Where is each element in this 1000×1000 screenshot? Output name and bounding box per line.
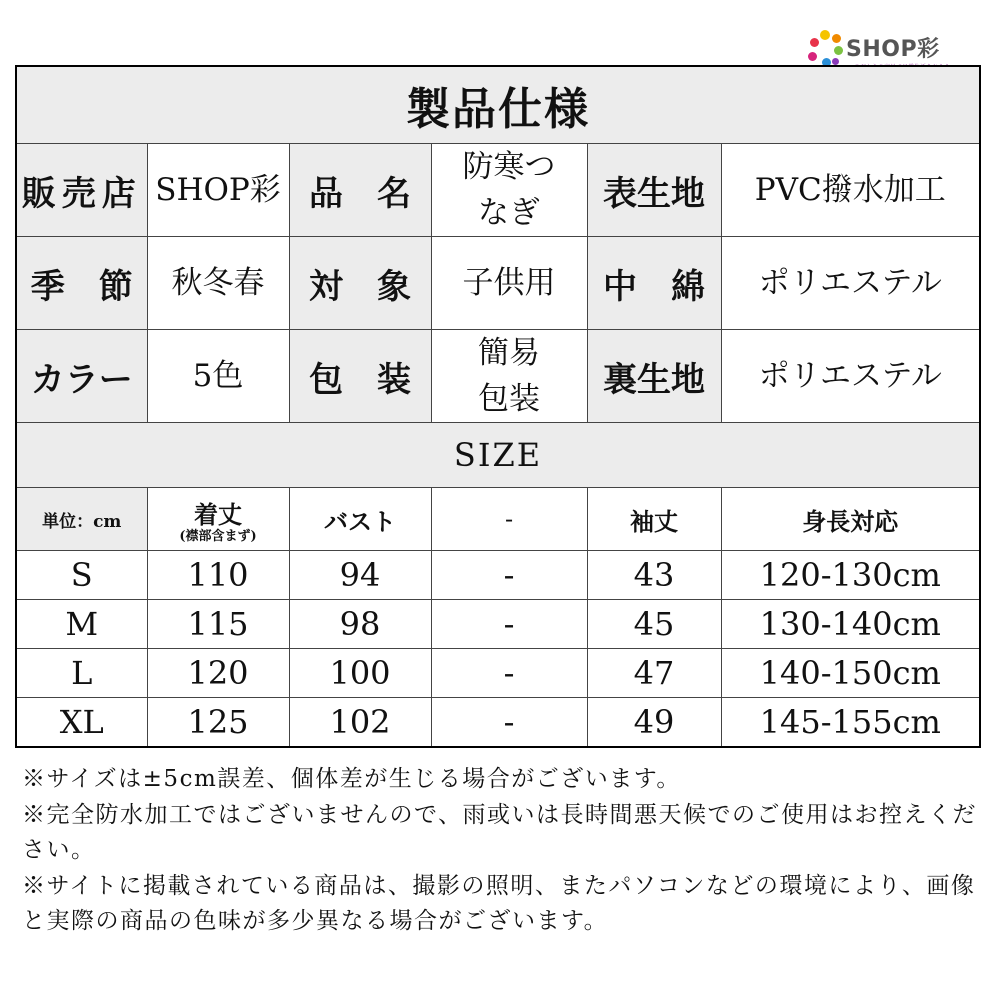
length-value: 115	[147, 600, 289, 649]
page-title: 製品仕様	[16, 66, 980, 144]
size-label: S	[16, 551, 147, 600]
blank-value: -	[431, 551, 587, 600]
note-item: ※完全防水加工ではございませんので、雨或いは長時間悪天候でのご使用はお控えください。	[22, 801, 978, 863]
spec-value: ポリエステル	[721, 330, 980, 423]
length-value: 110	[147, 551, 289, 600]
sleeve-value: 49	[587, 698, 721, 748]
size-row	[16, 649, 980, 698]
spec-row	[16, 237, 980, 330]
length-header	[147, 488, 289, 551]
height-value: 145-155cm	[721, 698, 980, 748]
size-row	[16, 698, 980, 748]
spec-value: 子供用	[431, 237, 587, 330]
size-row	[16, 600, 980, 649]
spec-label: カラー	[16, 330, 147, 423]
unit-label: 単位：cm	[16, 488, 147, 551]
sleeve-value: 47	[587, 649, 721, 698]
spec-label: 季 節	[16, 237, 147, 330]
size-label: XL	[16, 698, 147, 748]
spec-label: 販売店	[16, 144, 147, 237]
note-item: ※サイズは±5cm誤差、個体差が生じる場合がございます。	[22, 766, 681, 792]
blank-value: -	[431, 600, 587, 649]
length-value: 125	[147, 698, 289, 748]
spec-table	[15, 65, 981, 748]
size-label: L	[16, 649, 147, 698]
size-section-title: SIZE	[16, 423, 980, 488]
spec-value: 秋冬春	[147, 237, 289, 330]
bust-value: 102	[289, 698, 431, 748]
length-header-label: 着丈	[194, 499, 242, 529]
spec-row	[16, 330, 980, 423]
spec-label: 裏生地	[587, 330, 721, 423]
bust-header: バスト	[289, 488, 431, 551]
spec-value: 5色	[147, 330, 289, 423]
height-value: 140-150cm	[721, 649, 980, 698]
logo-text: SHOP彩	[846, 37, 940, 62]
length-value: 120	[147, 649, 289, 698]
spec-label: 品 名	[289, 144, 431, 237]
spec-value: 防寒つなぎ	[431, 144, 587, 237]
spec-value: PVC撥水加工	[721, 144, 980, 237]
sleeve-value: 45	[587, 600, 721, 649]
sleeve-header: 袖丈	[587, 488, 721, 551]
spec-value: ポリエステル	[721, 237, 980, 330]
sleeve-value: 43	[587, 551, 721, 600]
size-header-row	[16, 488, 980, 551]
spec-value: 簡易包装	[431, 330, 587, 423]
spec-label: 表生地	[587, 144, 721, 237]
size-label: M	[16, 600, 147, 649]
spec-row	[16, 144, 980, 237]
blank-header: -	[431, 488, 587, 551]
notes	[22, 762, 982, 940]
bust-value: 98	[289, 600, 431, 649]
spec-label: 中 綿	[587, 237, 721, 330]
note-item: ※サイトに掲載されている商品は、撮影の照明、またパソコンなどの環境により、画像と実際の商品の色味が多少異なる場合がございます。	[22, 872, 976, 934]
blank-value: -	[431, 698, 587, 748]
height-value: 120-130cm	[721, 551, 980, 600]
spec-label: 包 装	[289, 330, 431, 423]
height-header: 身長対応	[721, 488, 980, 551]
blank-value: -	[431, 649, 587, 698]
length-header-note: (襟部含まず)	[179, 528, 257, 544]
bust-value: 100	[289, 649, 431, 698]
bust-value: 94	[289, 551, 431, 600]
spec-value: SHOP彩	[147, 144, 289, 237]
spec-label: 対 象	[289, 237, 431, 330]
size-row	[16, 551, 980, 600]
height-value: 130-140cm	[721, 600, 980, 649]
